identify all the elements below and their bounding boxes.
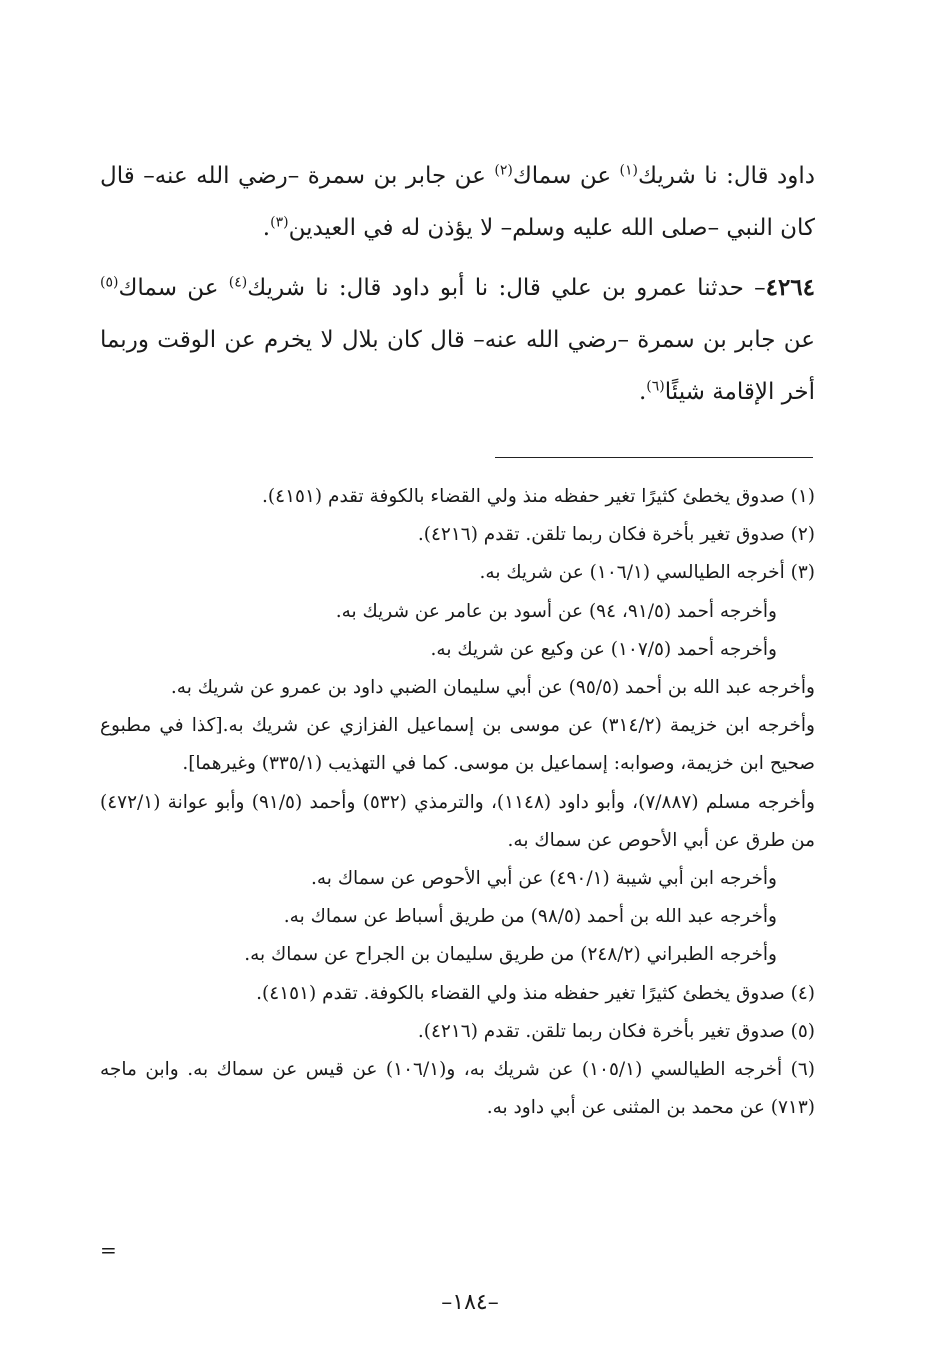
main-line2-text: قال كان النبي –صلى الله عليه وسلم– لا يؤذن له في العيدين	[100, 163, 815, 241]
footnote-3-source-a: وأخرجه أحمد (٩١/٥، ٩٤) عن أسود بن عامر عن شريك به.	[335, 600, 777, 622]
page-number: –١٨٤–	[441, 1290, 499, 1315]
footnote-ref-2: (٢)	[494, 162, 513, 179]
hadith-number: ٤٢٦٤	[765, 274, 816, 301]
footnote-3-source-e: وأخرجه مسلم (٧/٨٨٧)، وأبو داود (١١٤٨)، والترمذي (٥٣٢) وأحمد (٩١/٥) وأبو عوانة (٤٧٢/١) من طرق عن أبي الأحوص عن سماك به.	[100, 791, 815, 851]
footnote-2: (٢) صدوق تغير بأخرة فكان ربما تلقن. تقدم (٤٢١٦).	[417, 524, 815, 546]
main-paragraph-1	[100, 150, 815, 254]
main-line5-text: عن الوقت وربما أخر الإقامة شيئًا	[100, 327, 815, 405]
main-text	[100, 150, 815, 418]
footnote-3: (٣) أخرجه الطيالسي (١٠٦/١) عن شريك به.	[479, 562, 815, 584]
footnote-3-source-d: وأخرجه ابن خزيمة (٣١٤/٢) عن موسى بن إسماعيل الفزازي عن شريك به.[كذا في مطبوع صحيح ابن خزيمة، وصوابه: إسماعيل بن موسى. كما في التهذيب (٣٣٥/١) وغيرهما].	[100, 715, 815, 775]
footnote-3-source-c: وأخرجه عبد الله بن أحمد (٩٥/٥) عن أبي سليمان الضبي داود بن عمرو عن شريك به.	[170, 677, 815, 699]
footnote-3-source-h: وأخرجه الطبراني (٢٤٨/٢) من طريق سليمان بن الجراح عن سماك به.	[244, 944, 777, 966]
footnote-4: (٤) صدوق يخطئ كثيرًا تغير حفظه منذ ولي القضاء بالكوفة. تقدم (٤١٥١).	[256, 982, 815, 1004]
main-line1-text-c: عن جابر بن سمرة –رضي الله عنه–	[143, 163, 495, 189]
footnote-ref-4: (٤)	[228, 274, 248, 291]
footnote-ref-1: (١)	[619, 162, 638, 179]
continuation-mark: =	[100, 1238, 117, 1262]
main-line4-text: عن سماك	[118, 275, 219, 301]
main-line3-text: – حدثنا عمرو بن علي قال: نا أبو داود قال: نا شريك	[247, 275, 766, 301]
footnote-5: (٥) صدوق تغير بأخرة فكان ربما تلقن. تقدم (٤٢١٦).	[417, 1020, 815, 1042]
footnote-1: (١) صدوق يخطئ كثيرًا تغير حفظه منذ ولي القضاء بالكوفة تقدم (٤١٥١).	[262, 486, 815, 507]
main-line1-text-b: عن سماك	[512, 163, 620, 189]
footnotes-section	[100, 478, 815, 1127]
footnote-separator	[495, 457, 813, 458]
main-line1-text: داود قال: نا شريك	[638, 163, 815, 189]
footnote-ref-6: (٦)	[646, 378, 665, 395]
main-line5-end: .	[638, 379, 647, 405]
footnote-6: (٦) أخرجه الطيالسي (١٠٥/١) عن شريك به، و(١٠٦/١) عن قيس عن سماك به. وابن ماجه (٧١٣) عن محمد بن المثنى عن أبي داود به.	[100, 1059, 816, 1119]
footnote-ref-5: (٥)	[100, 274, 119, 291]
footnote-ref-3: (٣)	[270, 214, 289, 231]
footnote-3-source-f: وأخرجه ابن أبي شيبة (٤٩٠/١) عن أبي الأحوص عن سماك به.	[310, 868, 777, 890]
footnote-3-source-b: وأخرجه أحمد (١٠٧/٥) عن وكيع عن شريك به.	[430, 638, 777, 660]
main-line2-end: .	[262, 215, 271, 241]
main-paragraph-2	[100, 262, 815, 418]
main-line4-text-b: عن جابر بن سمرة –رضي الله عنه– قال كان بلال لا يخرم	[263, 327, 815, 353]
footnote-3-source-g: وأخرجه عبد الله بن أحمد (٩٨/٥) من طريق أسباط عن سماك به.	[283, 906, 777, 928]
